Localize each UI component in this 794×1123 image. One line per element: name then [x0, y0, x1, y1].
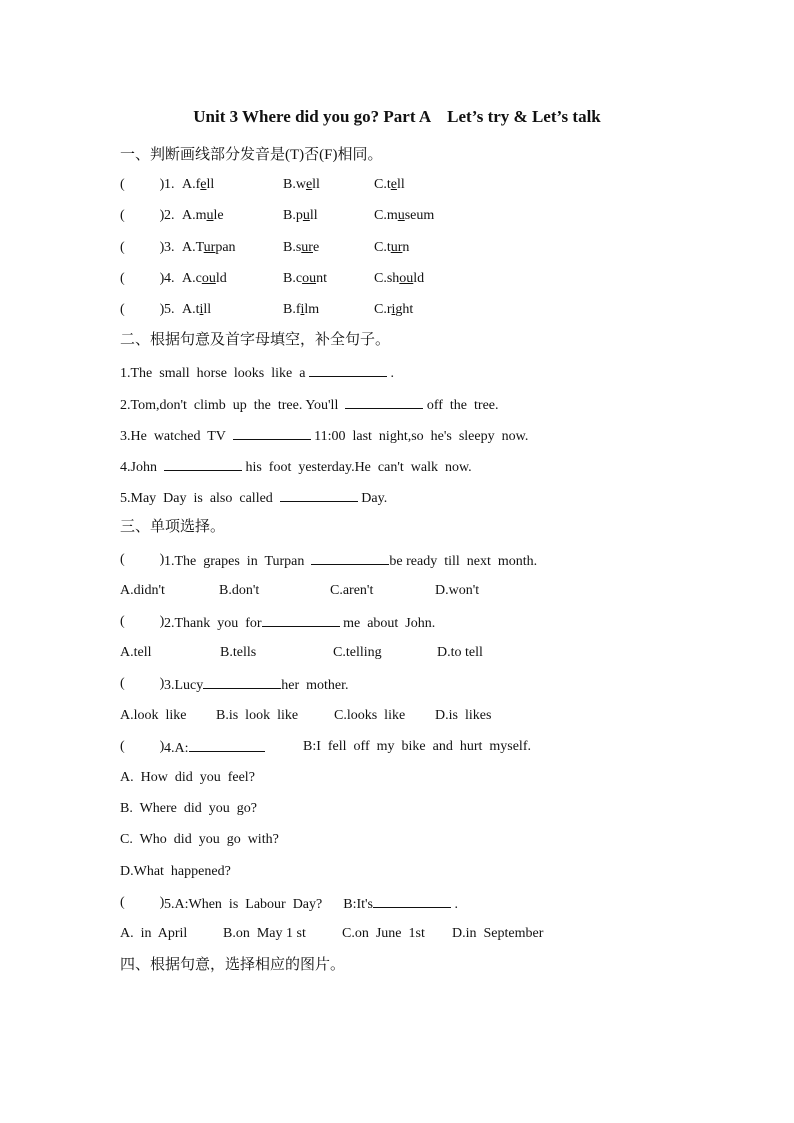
- answer-paren[interactable]: ( ): [120, 177, 165, 192]
- underlined-letters: e: [305, 177, 313, 192]
- item-number: 1.: [164, 177, 175, 192]
- word-option-a: [182, 238, 236, 258]
- word-part: ll: [206, 177, 215, 192]
- word-option-c: [374, 300, 413, 320]
- answer-paren[interactable]: ( ): [120, 895, 165, 910]
- underlined-letters: u: [206, 208, 214, 223]
- word-part: ght: [395, 302, 414, 317]
- word-part: ll: [203, 302, 212, 317]
- item-number: 3.: [164, 240, 175, 255]
- word-option-a: [182, 206, 224, 226]
- option-a[interactable]: A.look like: [120, 708, 187, 723]
- fill-sentence-4: 4.John his foot yesterday.He can't walk now.: [120, 456, 472, 478]
- option-d[interactable]: D.What happened?: [120, 864, 231, 879]
- choice-question-3: ( ) 3.Lucy her mother.: [120, 676, 349, 693]
- answer-blank: [203, 674, 281, 689]
- option-c[interactable]: C.aren't: [330, 583, 374, 598]
- answer-paren[interactable]: ( ): [120, 739, 165, 754]
- word-part: seum: [404, 208, 435, 223]
- word-part: C.t: [374, 240, 391, 255]
- word-option-b: [283, 269, 327, 289]
- word-part: e: [312, 240, 320, 255]
- option-b[interactable]: B. Where did you go?: [120, 801, 257, 816]
- word-part: A.t: [182, 302, 200, 317]
- word-part: A.c: [182, 271, 202, 286]
- word-part: pan: [215, 240, 236, 255]
- answer-paren[interactable]: ( ): [120, 614, 165, 629]
- choice-question-2: ( ) 2.Thank you for me about John.: [120, 614, 436, 631]
- word-part: nt: [316, 271, 327, 286]
- underlined-letters: u: [397, 208, 405, 223]
- answer-blank[interactable]: [345, 394, 423, 409]
- option-a[interactable]: A.tell: [120, 645, 152, 660]
- option-c[interactable]: C. Who did you go with?: [120, 832, 279, 847]
- word-part: B.w: [283, 177, 306, 192]
- answer-paren[interactable]: ( ): [120, 208, 165, 223]
- item-number: 4.: [164, 271, 175, 286]
- fill-sentence-1: 1.The small horse looks like a .: [120, 362, 394, 384]
- option-a[interactable]: A.didn't: [120, 583, 165, 598]
- option-c[interactable]: C.looks like: [334, 708, 406, 723]
- word-part: B.s: [283, 240, 302, 255]
- answer-blank: [373, 893, 451, 908]
- underlined-letters: ou: [201, 271, 216, 286]
- word-option-b: [283, 206, 318, 226]
- answer-blank: [262, 612, 340, 627]
- word-part: lm: [304, 302, 320, 317]
- answer-paren[interactable]: ( ): [120, 271, 165, 286]
- underlined-letters: i: [199, 302, 204, 317]
- word-part: ll: [396, 177, 405, 192]
- word-option-a: [182, 175, 214, 195]
- answer-blank: [311, 550, 389, 565]
- underlined-letters: e: [200, 177, 207, 192]
- option-d[interactable]: D.to tell: [437, 645, 483, 660]
- word-part: ll: [312, 177, 320, 192]
- word-part: B.f: [283, 302, 301, 317]
- underlined-letters: ou: [399, 271, 414, 286]
- answer-blank: [189, 737, 265, 752]
- underlined-letters: ur: [301, 240, 313, 255]
- section-1-heading: 一、判断画线部分发音是(T)否(F)相同。: [120, 147, 383, 163]
- answer-paren[interactable]: ( ): [120, 552, 165, 567]
- answer-blank[interactable]: [309, 362, 387, 377]
- word-part: B.p: [283, 208, 303, 223]
- word-part: ll: [309, 208, 318, 223]
- underlined-letters: e: [390, 177, 397, 192]
- word-part: B.c: [283, 271, 303, 286]
- answer-paren[interactable]: ( ): [120, 302, 165, 317]
- item-number: 2.: [164, 208, 175, 223]
- page-title: Unit 3 Where did you go? Part A Let’s try & Let’s talk: [193, 107, 601, 126]
- fill-sentence-2: 2.Tom,don't climb up the tree. You'll off the tree.: [120, 394, 499, 416]
- underlined-letters: i: [391, 302, 396, 317]
- choice-question-5: ( ) 5.A:When is Labour Day? B:It's .: [120, 895, 458, 912]
- word-part: C.m: [374, 208, 398, 223]
- option-a[interactable]: A. How did you feel?: [120, 770, 255, 785]
- word-part: C.t: [374, 177, 391, 192]
- answer-blank[interactable]: [233, 425, 311, 440]
- fill-sentence-3: 3.He watched TV 11:00 last night,so he's sleepy now.: [120, 425, 528, 447]
- underlined-letters: ur: [203, 240, 216, 255]
- word-part: A.T: [182, 240, 204, 255]
- item-number: 5.: [164, 302, 175, 317]
- word-option-b: [283, 175, 320, 195]
- word-part: A.m: [182, 208, 207, 223]
- word-part: ld: [413, 271, 425, 286]
- word-option-c: [374, 175, 405, 195]
- underlined-letters: ur: [390, 240, 403, 255]
- word-option-a: [182, 269, 227, 289]
- word-option-b: [283, 300, 319, 320]
- word-part: A.f: [182, 177, 201, 192]
- option-d[interactable]: D.won't: [435, 583, 480, 598]
- choice-question-4: ( ) 4.A: B:I fell off my bike and hurt myself.: [120, 739, 531, 756]
- choice-question-1: ( ) 1.The grapes in Turpan be ready till next month.: [120, 552, 538, 569]
- option-d[interactable]: D.in September: [452, 926, 544, 941]
- fill-sentence-5: 5.May Day is also called Day.: [120, 487, 387, 509]
- word-option-a: [182, 300, 211, 320]
- answer-blank[interactable]: [280, 487, 358, 502]
- word-option-c: [374, 206, 434, 226]
- section-3-heading: 三、单项选择。: [120, 519, 226, 535]
- option-b[interactable]: B.don't: [219, 583, 260, 598]
- answer-paren[interactable]: ( ): [120, 240, 165, 255]
- option-b[interactable]: B.on May 1 st: [223, 926, 306, 941]
- word-part: ld: [215, 271, 227, 286]
- option-d[interactable]: D.is likes: [435, 708, 492, 723]
- option-b[interactable]: B.tells: [220, 645, 257, 660]
- underlined-letters: i: [300, 302, 305, 317]
- word-option-c: [374, 269, 424, 289]
- underlined-letters: u: [302, 208, 310, 223]
- option-b[interactable]: B.is look like: [216, 708, 299, 723]
- word-part: C.sh: [374, 271, 400, 286]
- option-a[interactable]: A. in April: [120, 926, 188, 941]
- option-c[interactable]: C.on June 1st: [342, 926, 425, 941]
- underlined-letters: ou: [302, 271, 317, 286]
- word-part: C.r: [374, 302, 392, 317]
- option-c[interactable]: C.telling: [333, 645, 382, 660]
- answer-blank[interactable]: [164, 456, 242, 471]
- word-part: le: [213, 208, 224, 223]
- section-2-heading: 二、根据句意及首字母填空，补全句子。: [120, 332, 391, 348]
- section-4-heading: 四、根据句意，选择相应的图片。: [120, 957, 346, 973]
- word-part: n: [402, 240, 410, 255]
- word-option-b: [283, 238, 319, 258]
- answer-paren[interactable]: ( ): [120, 676, 165, 691]
- word-option-c: [374, 238, 409, 258]
